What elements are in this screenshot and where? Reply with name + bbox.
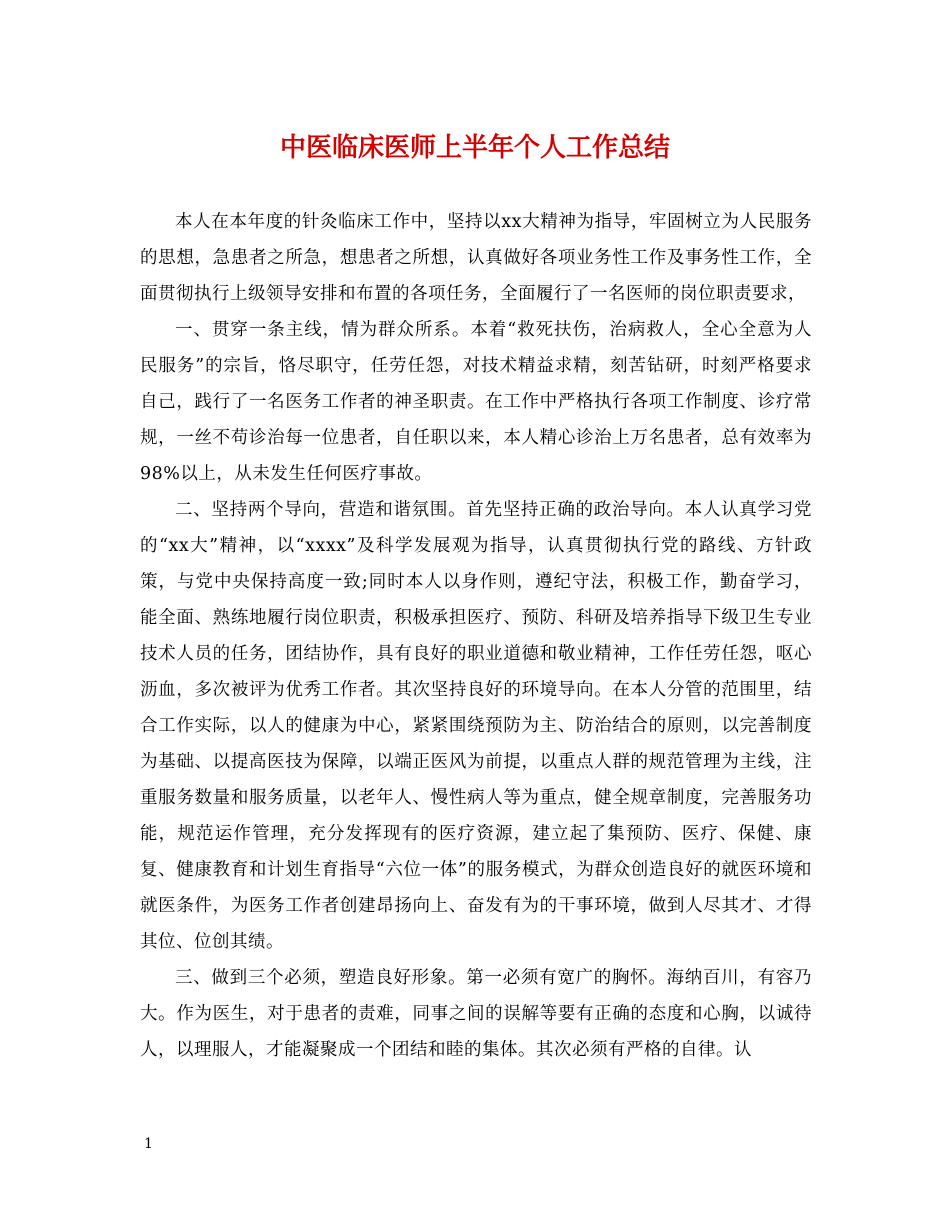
page-number: 1 xyxy=(144,1136,153,1152)
paragraph-section-3: 三、做到三个必须，塑造良好形象。第一必须有宽广的胸怀。海纳百川，有容乃大。作为医生，对于患者的责难，同事之间的误解等要有正确的态度和心胸，以诚待人，以理服人，才能凝聚成一个团结和睦的集体。其次必须有严格的自律。认 xyxy=(140,968,812,1060)
paragraph-intro: 本人在本年度的针灸临床工作中，坚持以xx大精神为指导，牢固树立为人民服务的思想，急患者之所急，想患者之所想，认真做好各项业务性工作及事务性工作，全面贯彻执行上级领导安排和布置的各项任务，全面履行了一名医师的岗位职责要求， xyxy=(140,212,812,304)
paragraph-section-1: 一、贯穿一条主线，情为群众所系。本着“救死扶伤，治病救人，全心全意为人民服务”的宗旨，恪尽职守，任劳任怨，对技术精益求精，刻苦钻研，时刻严格要求自己，践行了一名医务工作者的神圣职责。在工作中严格执行各项工作制度、诊疗常规，一丝不苟诊治每一位患者，自任职以来，本人精心诊治上万名患者，总有效率为98%以上，从未发生任何医疗事故。 xyxy=(140,320,812,484)
document-title: 中医临床医师上半年个人工作总结 xyxy=(279,133,670,163)
paragraph-section-2: 二、坚持两个导向，营造和谐氛围。首先坚持正确的政治导向。本人认真学习党的“xx大”精神，以“xxxx”及科学发展观为指导，认真贯彻执行党的路线、方针政策，与党中央保持高度一致;同时本人以身作则，遵纪守法，积极工作，勤奋学习，能全面、熟练地履行岗位职责，积极承担医疗、预防、科研及培养指导下级卫生专业技术人员的任务，团结协作，具有良好的职业道德和敬业精神，工作任劳任怨，呕心沥血，多次被评为优秀工作者。其次坚持良好的环境导向。在本人分管的范围里，结合工作实际，以人的健康为中心，紧紧围绕预防为主、防治结合的原则，以完善制度为基础、以提高医技为保障，以端正医风为前提，以重点人群的规范管理为主线，注重服务数量和服务质量，以老年人、慢性病人等为重点，健全规章制度，完善服务功能，规范运作管理，充分发挥现有的医疗资源，建立起了集预防、医疗、保健、康复、健康教育和计划生育指导“六位一体”的服务模式，为群众创造良好的就医环境和就医条件，为医务工作者创建昂扬向上、奋发有为的干事环境，做到人尽其才、才得其位、位创其绩。 xyxy=(140,500,812,952)
document-body xyxy=(140,204,812,1068)
